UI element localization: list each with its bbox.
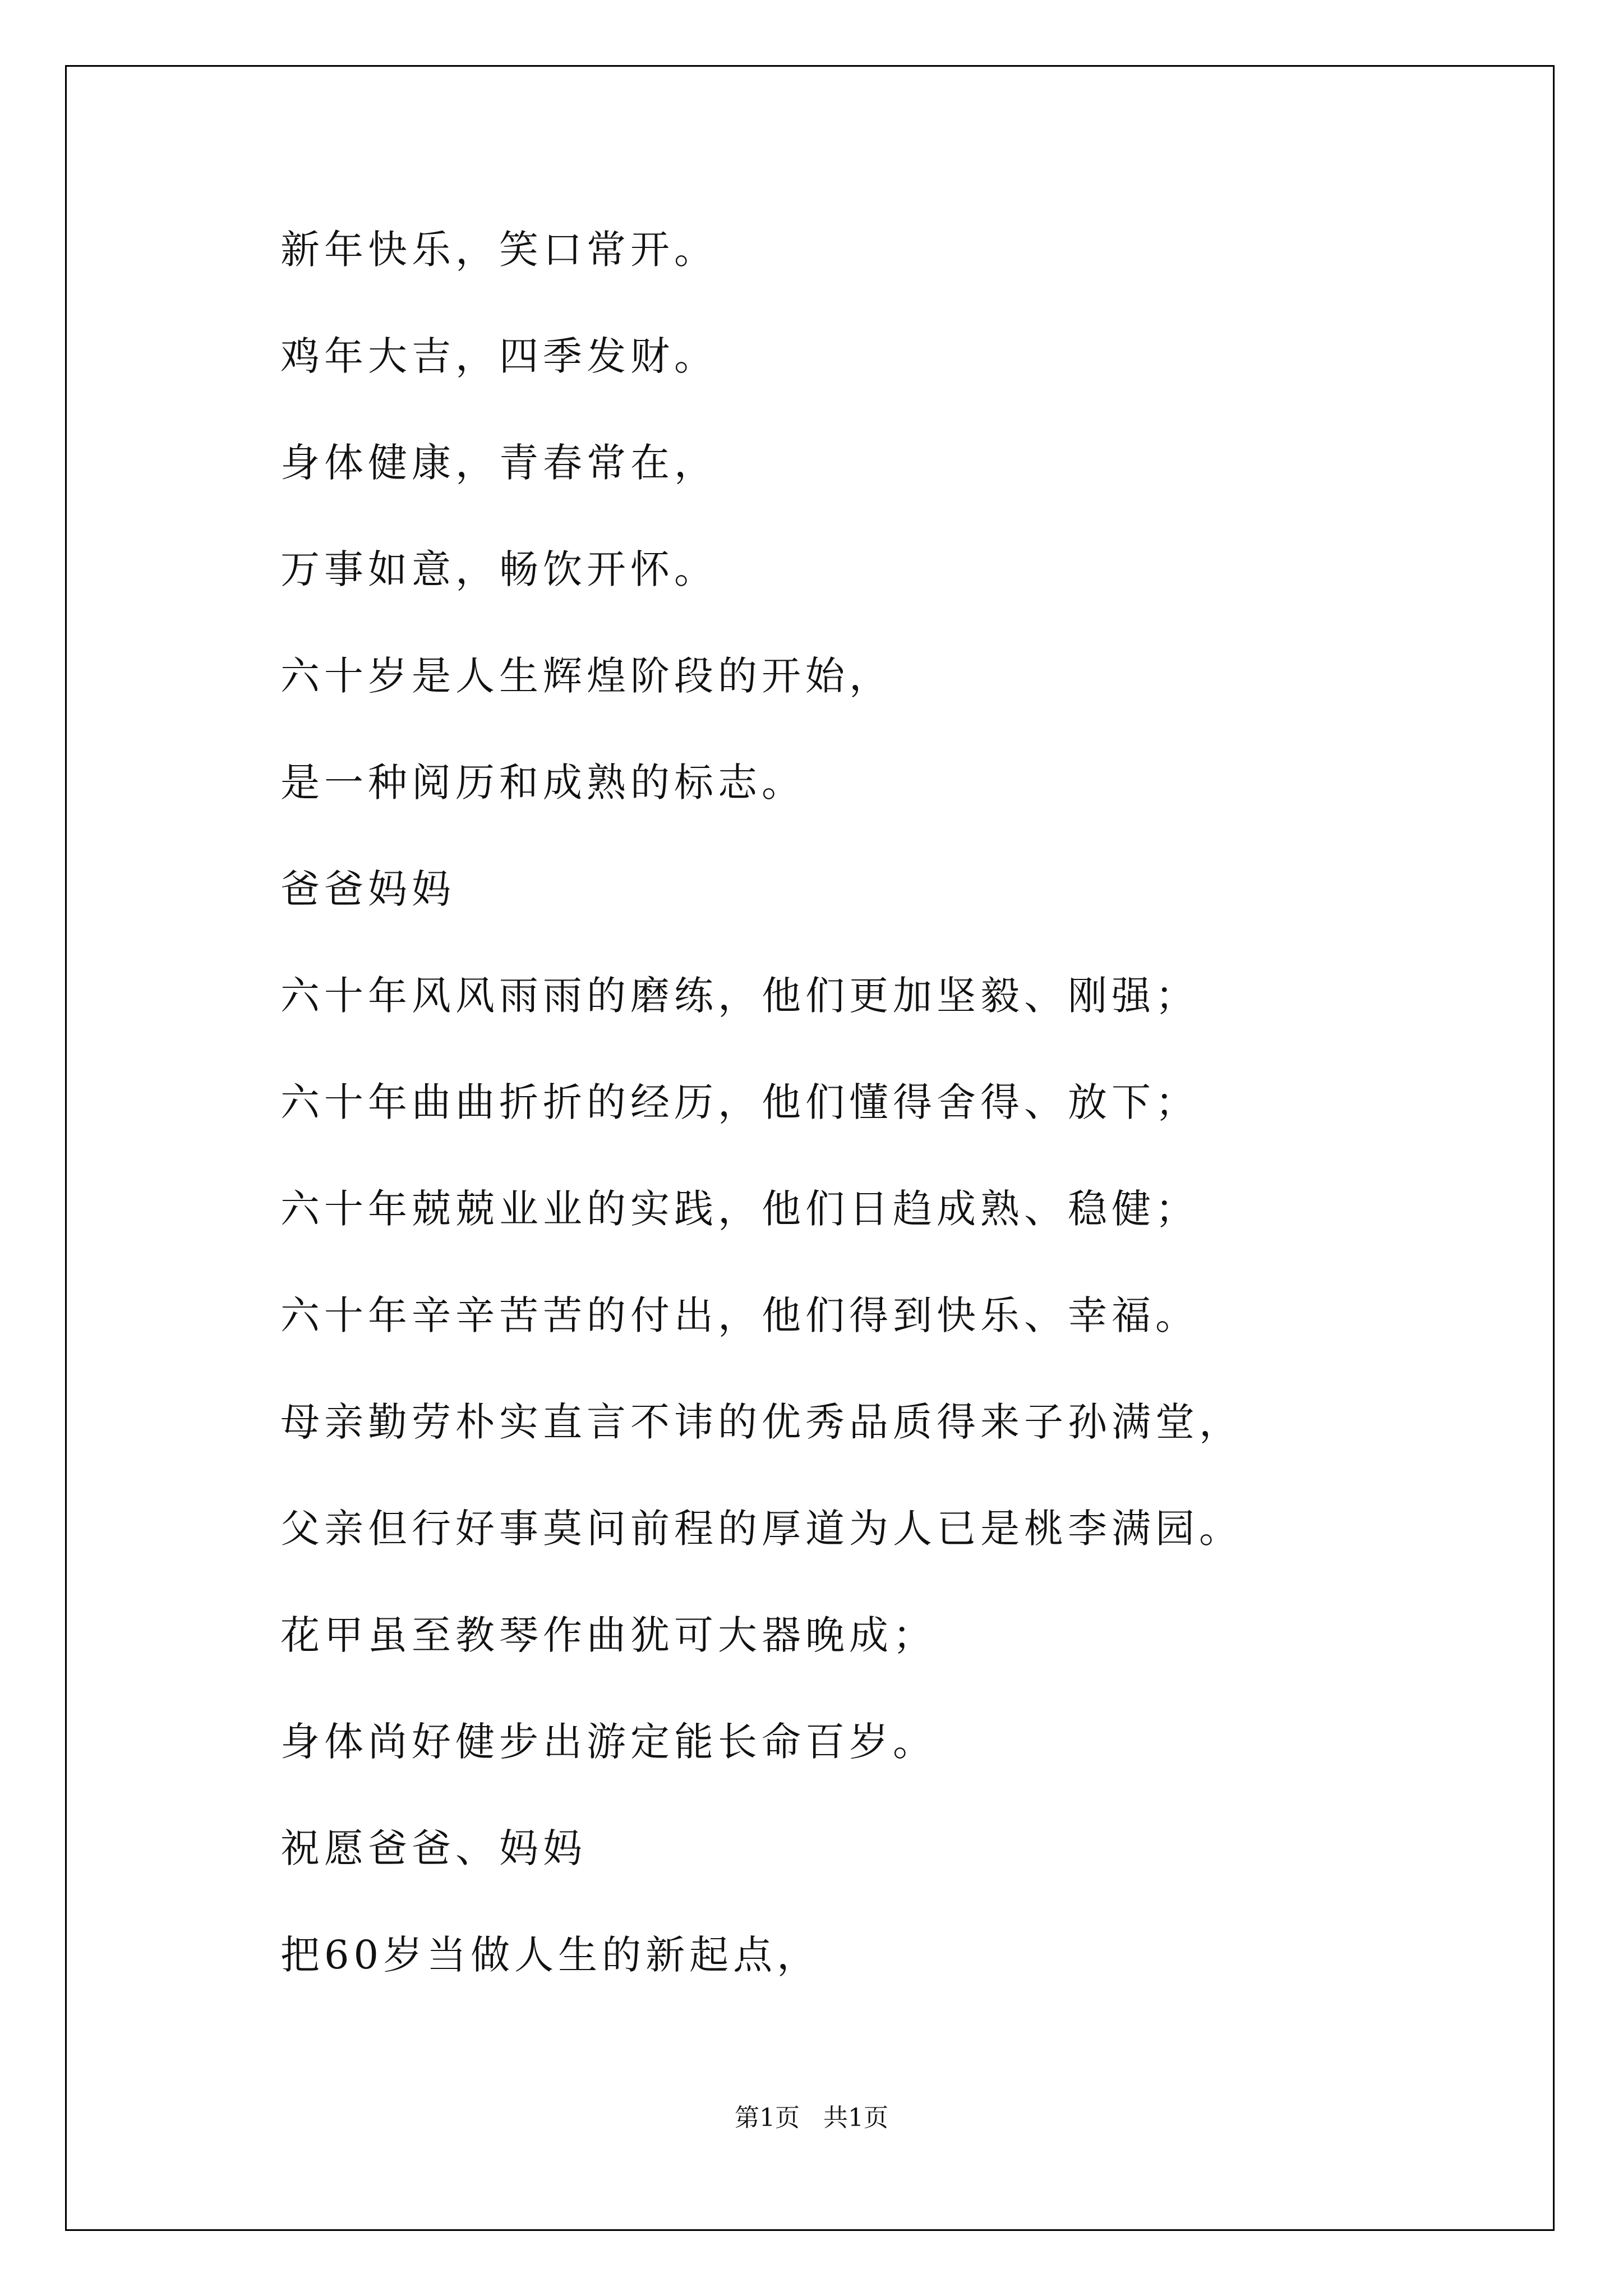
text-line: 六十年兢兢业业的实践，他们日趋成熟、稳健； — [280, 1186, 1199, 1232]
text-line: 鸡年大吉，四季发财。 — [280, 333, 718, 379]
text-line: 六十岁是人生辉煌阶段的开始， — [280, 653, 893, 699]
text-line: 身体尚好健步出游定能长命百岁。 — [280, 1719, 937, 1765]
page-footer: 第1页 共1页 — [735, 2104, 888, 2132]
text-line: 母亲勤劳朴实直言不讳的优秀品质得来子孙满堂， — [280, 1399, 1243, 1445]
text-line: 新年快乐，笑口常开。 — [280, 227, 718, 273]
text-line: 万事如意，畅饮开怀。 — [280, 546, 718, 592]
text-line: 六十年辛辛苦苦的付出，他们得到快乐、幸福。 — [280, 1292, 1199, 1338]
text-line: 六十年曲曲折折的经历，他们懂得舍得、放下； — [280, 1079, 1199, 1125]
text-line: 是一种阅历和成熟的标志。 — [280, 760, 805, 806]
text-line: 把60岁当做人生的新起点， — [280, 1932, 821, 1978]
page-border — [65, 65, 1555, 2231]
text-line: 身体健康，青春常在， — [280, 440, 718, 486]
text-line: 花甲虽至教琴作曲犹可大器晚成； — [280, 1612, 937, 1658]
text-line: 祝愿爸爸、妈妈 — [280, 1825, 587, 1871]
text-line: 父亲但行好事莫问前程的厚道为人已是桃李满园。 — [280, 1506, 1243, 1552]
text-line: 爸爸妈妈 — [280, 866, 455, 912]
text-line: 六十年风风雨雨的磨练，他们更加坚毅、刚强； — [280, 973, 1199, 1019]
